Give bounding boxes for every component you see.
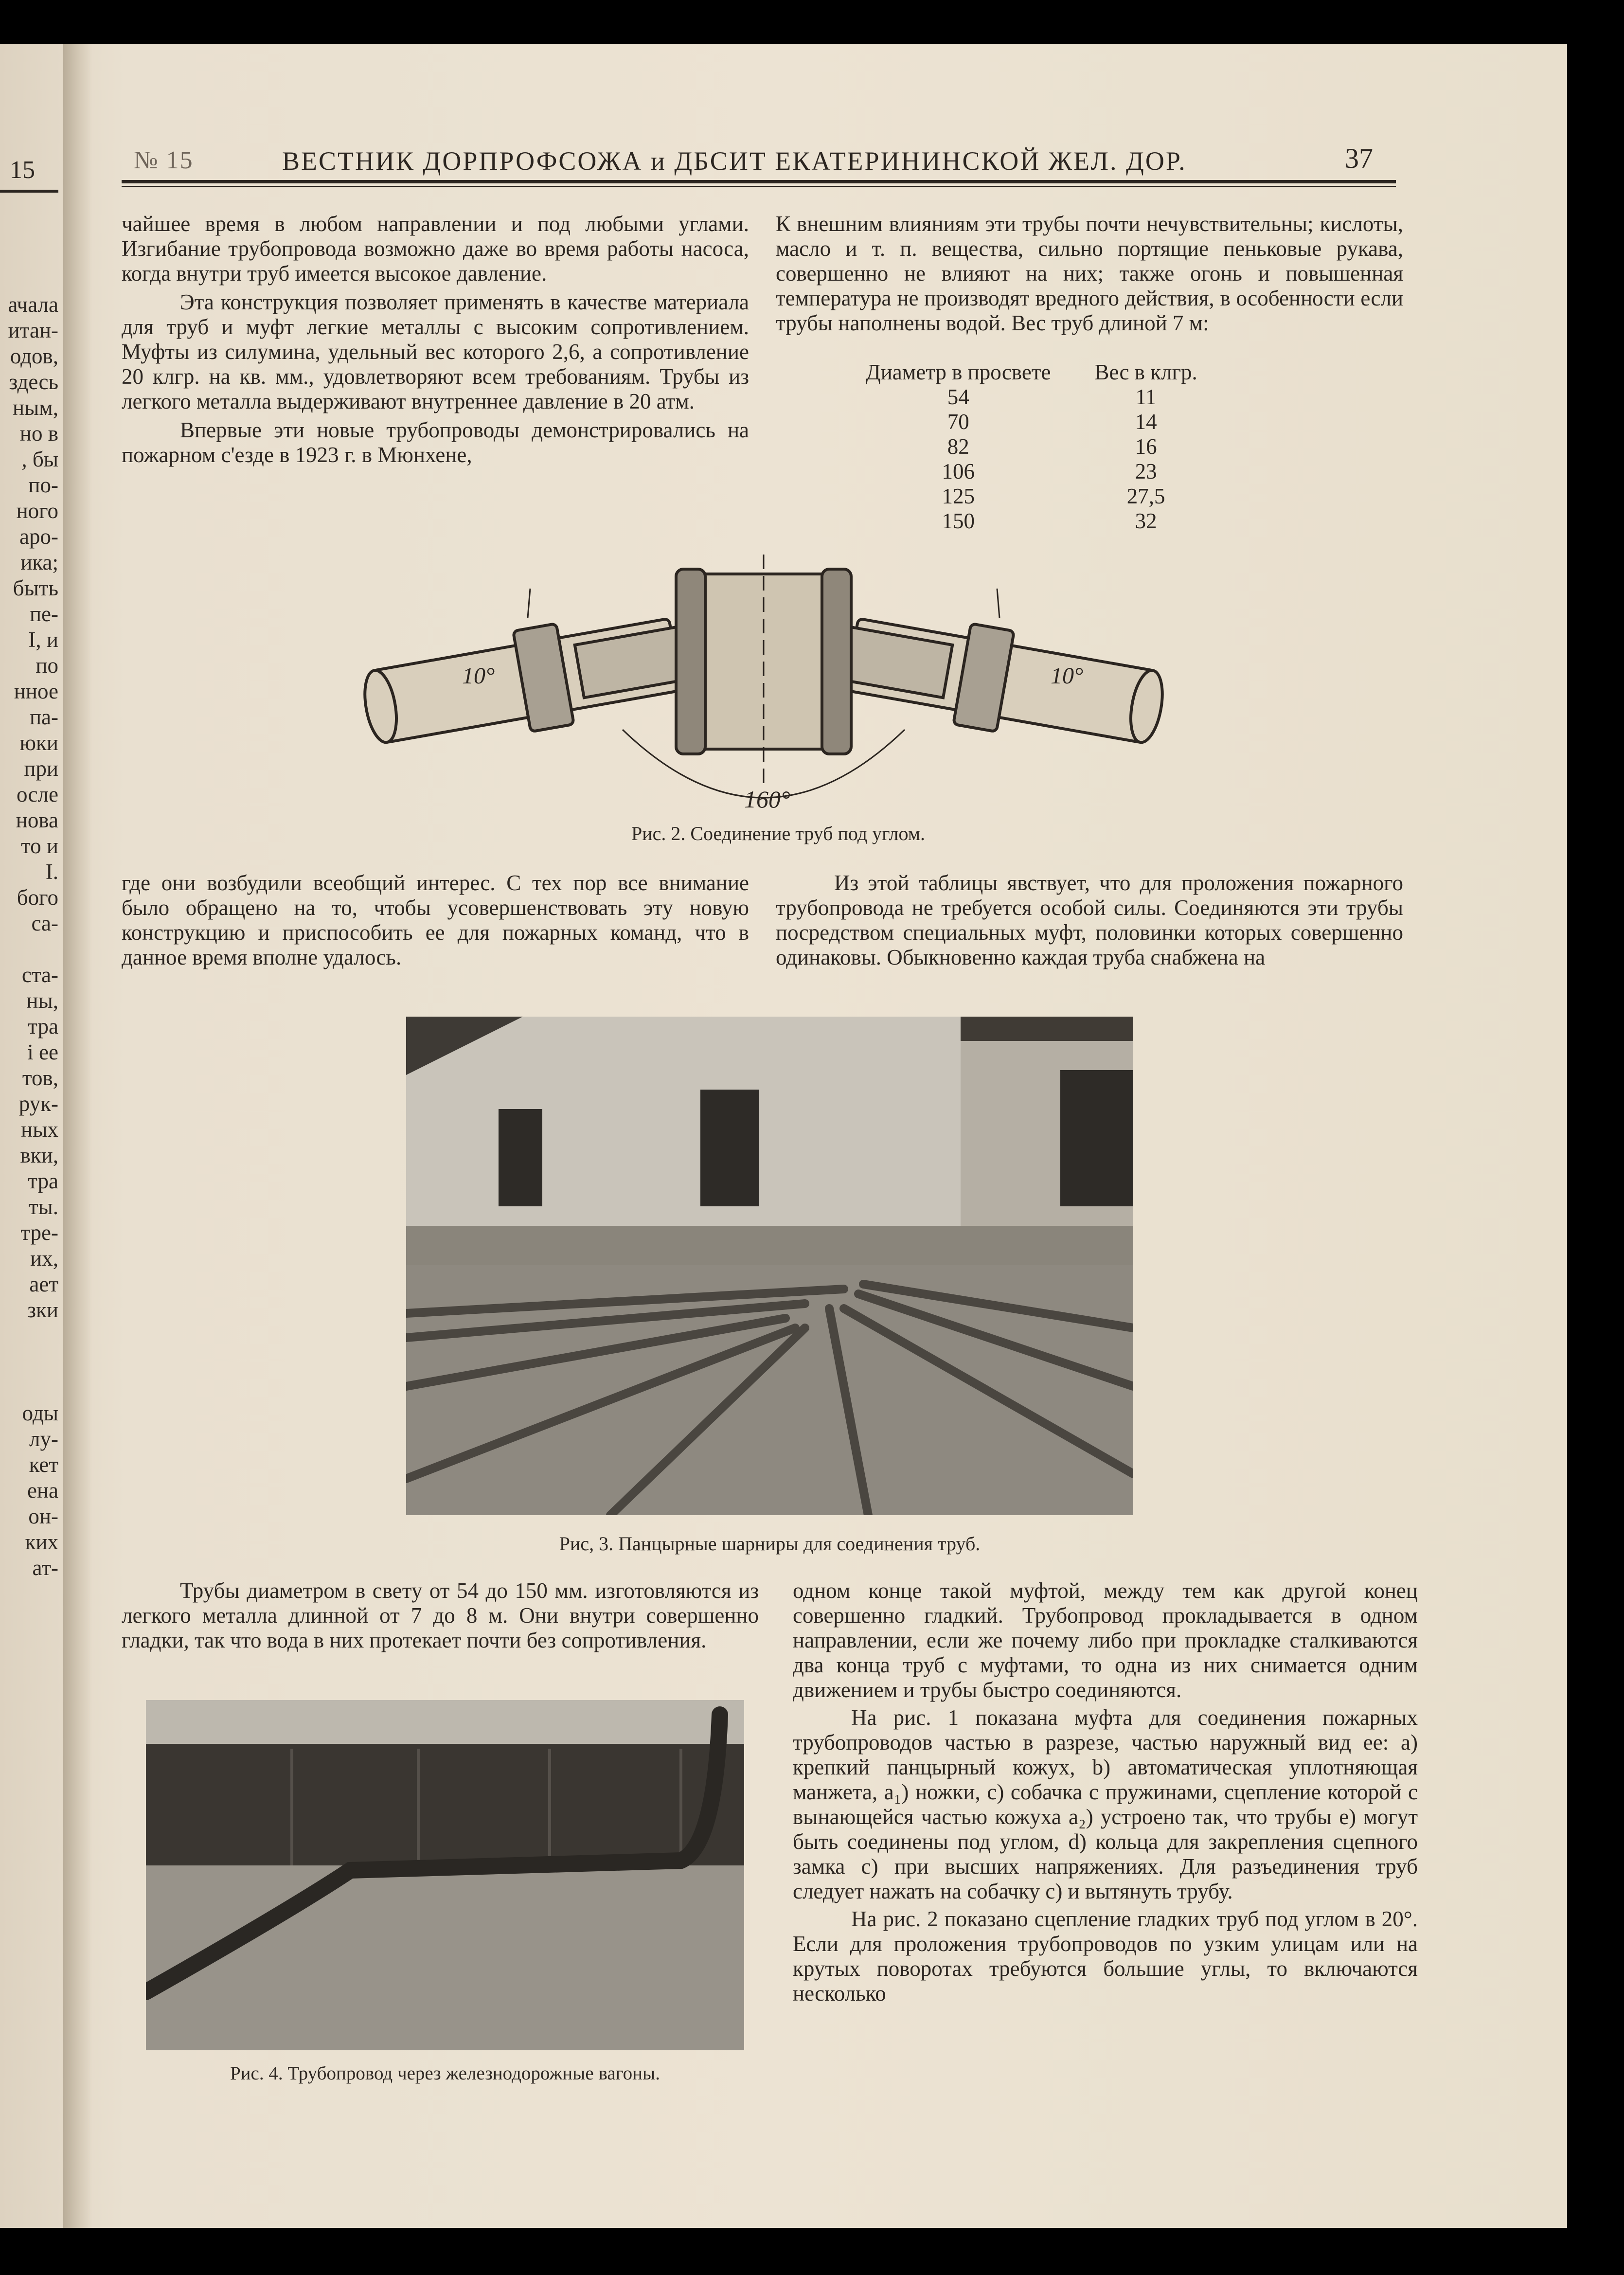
left-page-fragment: тра	[28, 1169, 58, 1193]
table-header-row	[856, 360, 1207, 385]
left-page-fragment: нова	[16, 808, 58, 832]
left-page-fragment: , бы	[21, 447, 58, 471]
table-row	[856, 484, 1207, 509]
left-page-fragment: ачала	[8, 292, 58, 317]
left-page-fragment	[0, 1349, 58, 1375]
left-page-fragment: их,	[30, 1246, 58, 1271]
left-page-fragment: ты.	[28, 1195, 58, 1219]
table-row	[856, 459, 1207, 484]
left-page-fragment: одов,	[10, 344, 58, 368]
pipe-weight-table	[856, 360, 1207, 534]
paragraph: На рис. 2 показано сцепление гладких труб под углом в 20°. Если для проложения трубопроводов по узким улицам или на крутых поворотах требуются большие углы, то включаются несколько	[793, 1907, 1418, 2006]
table-header: Вес в клгр.	[1094, 360, 1197, 384]
wall-base	[406, 1226, 1133, 1265]
left-page-fragment: пе-	[29, 602, 58, 626]
left-page-fragment: нное	[14, 679, 58, 703]
left-page-fragment: то и	[21, 834, 58, 858]
left-page-fragment: I.	[45, 860, 58, 884]
fig4-scene	[146, 1700, 744, 2050]
paragraph: Трубы диаметром в свету от 54 до 150 мм. изготовляются из легкого металла длинной от 7 до 8 м. Они внутри совершенно гладки, так что вода в них протекает почти без сопротивления.	[122, 1578, 759, 1652]
table-cell: 125	[942, 484, 975, 508]
table-cell: 27,5	[1126, 484, 1165, 508]
left-page-fragment: ких	[25, 1530, 58, 1554]
left-page-fragment: юки	[19, 731, 58, 755]
left-page-fragment: тра	[28, 1014, 58, 1039]
table-row	[856, 385, 1207, 410]
left-page-fragment: по	[36, 653, 58, 678]
left-page-fragment: он-	[28, 1504, 58, 1528]
right-angle-mark	[997, 589, 999, 618]
window	[499, 1109, 542, 1206]
left-page-fragment: ена	[27, 1478, 58, 1503]
housing-flange-left	[676, 569, 705, 754]
left-page-fragment: ны,	[26, 988, 58, 1013]
ground	[146, 1865, 744, 2050]
label-right-angle: 10°	[1051, 663, 1084, 689]
table-cell: 82	[947, 434, 969, 459]
left-page-fragment: ста-	[21, 963, 58, 987]
left-page-fragment: быть	[13, 576, 58, 600]
left-page-number: 15	[10, 156, 35, 184]
left-page-fragment: I, и	[28, 627, 58, 652]
table-cell: 32	[1135, 509, 1157, 533]
left-page-text-fragments	[0, 292, 58, 1581]
left-page-fragment: тре-	[20, 1220, 58, 1245]
left-angle-mark	[528, 589, 530, 618]
left-page-fragment	[0, 936, 58, 962]
left-page-fragment: при	[24, 756, 58, 781]
left-page-fragment: вки,	[20, 1143, 58, 1167]
table-cell: 70	[947, 410, 969, 434]
left-page-fragment: оды	[22, 1401, 58, 1425]
paragraph: где они возбудили всеобщий интерес. С тех пор все внимание было обращено на то, чтобы усовершенствовать эту новую конструкцию и приспособить ее для пожарных команд, что в данное время вполне удалось.	[122, 871, 749, 969]
label-center-angle: 160°	[744, 786, 790, 813]
left-page-fragment: па-	[29, 705, 58, 729]
left-page-fragment: са-	[31, 911, 58, 935]
left-page-fragment: но в	[19, 421, 58, 446]
paragraph: К внешним влияниям эти трубы почти нечувствительны; кислоты, масло и т. п. вещества, сильно портящие пеньковые рукава, совершенно не влияют на них; также огонь и повышенная температура не производят вредного действия, в особенности если трубы наполнены водой. Вес труб длиной 7 м:	[776, 212, 1403, 335]
column-2-top	[776, 212, 1403, 336]
fig2-pipe-joint-drawing	[360, 555, 1167, 827]
left-page-fragment: ным,	[12, 395, 58, 420]
page-spine-shadow	[63, 44, 92, 2228]
fig3-caption: Рис, 3. Панцырные шарниры для соединения труб.	[559, 1533, 981, 1555]
window	[1060, 1070, 1133, 1206]
left-page-fragment: зки	[27, 1298, 58, 1322]
paragraph: чайшее время в любом направлении и под любыми углами. Изгибание трубопровода возможно даже во время работы насоса, когда внутри труб имеется высокое давление.	[122, 212, 749, 286]
table-row	[856, 434, 1207, 459]
table-row	[856, 509, 1207, 534]
table-cell: 23	[1135, 459, 1157, 484]
table-cell: 106	[942, 459, 975, 484]
left-page-fragment: бого	[17, 885, 58, 910]
header-rule-thin	[122, 186, 1396, 187]
left-page-fragment: аро-	[19, 524, 58, 549]
table-cell: 54	[947, 385, 969, 409]
left-page-fragment: ика;	[20, 550, 58, 574]
annex-roof	[961, 1017, 1133, 1041]
left-page-fragment	[0, 1323, 58, 1349]
left-page-fragment: ает	[29, 1272, 58, 1296]
left-page-fragment: лу-	[29, 1427, 58, 1451]
left-page-fragment: ных	[21, 1117, 58, 1142]
left-page-fragment	[0, 1375, 58, 1400]
left-header-rule	[0, 190, 58, 193]
left-page-fragment: по-	[28, 473, 58, 497]
left-page-fragment: ат-	[32, 1556, 58, 1580]
left-page-fragment: здесь	[9, 370, 58, 394]
paragraph: Впервые эти новые трубопроводы демонстрировались на пожарном с'езде в 1923 г. в Мюнхене,	[122, 418, 749, 467]
issue-number: № 15	[134, 146, 194, 174]
left-page-fragment: кет	[29, 1452, 58, 1477]
left-page-fragment: осле	[16, 782, 58, 806]
table-cell: 16	[1135, 434, 1157, 459]
left-page-fragment: ного	[16, 499, 58, 523]
left-page-fragment: итан-	[8, 318, 58, 342]
left-page-fragment: рук-	[18, 1092, 58, 1116]
left-page-fragment: і ее	[27, 1040, 58, 1064]
column-1-bottom	[122, 1578, 759, 1653]
housing-flange-right	[822, 569, 851, 754]
table-cell: 150	[942, 509, 975, 533]
fig3-scene	[406, 1017, 1133, 1515]
left-page-fragment: тов,	[22, 1066, 58, 1090]
paragraph: одном конце такой муфтой, между тем как другой конец совершенно гладкий. Трубопровод прокладывается в одном направлении, если же почему либо при прокладке сталкиваются два конца труб с муфтами, то одна из них снимается одним движением и трубы быстро соединяются.	[793, 1578, 1418, 1702]
fig4-photo	[146, 1700, 744, 2050]
fig4-caption: Рис. 4. Трубопровод через железнодорожные вагоны.	[230, 2063, 660, 2084]
paragraph: Эта конструкция позволяет применять в качестве материала для труб и муфт легкие металлы с высоким сопротивлением. Муфты из силумина, удельный вес которого 2,6, а сопротивление 20 клгр. на кв. мм., удовлетворяют всем требованиям. Трубы из легкого металла выдерживают внутреннее давление в 20 атм.	[122, 290, 749, 413]
window	[700, 1090, 759, 1206]
table-cell: 11	[1135, 385, 1157, 409]
railway-wagons	[146, 1744, 744, 1870]
header-rule	[122, 180, 1396, 183]
column-2-middle	[776, 871, 1403, 970]
table-cell: 14	[1135, 410, 1157, 434]
paragraph: Из этой таблицы явствует, что для проложения пожарного трубопровода не требуется особой силы. Соединяются эти трубы посредством специальных муфт, половинки которых совершенно одинаковы. Обыкновенно каждая труба снабжена на	[776, 871, 1403, 969]
column-1-middle	[122, 871, 749, 970]
table-header: Диаметр в просвете	[866, 360, 1051, 384]
paragraph: На рис. 1 показана муфта для соединения пожарных трубопроводов частью в разрезе, частью наружный вид ее: а) крепкий панцырный кожух, b) автоматическая уплотняющая манжета, а₁) ножки, с) собачка с пружинами, сцепление которой с вынающейся частью кожуха а₂) устроено так, что трубы е) могут быть соединены под углом, d) кольца для закрепления сцепного замка с) при высших напряжениях. Для разъединения труб следует нажать на собачку с) и вытянуть трубу.	[793, 1705, 1418, 1903]
label-left-angle: 10°	[462, 663, 495, 689]
fig3-photo	[406, 1017, 1133, 1515]
table-row	[856, 410, 1207, 434]
column-2-bottom	[793, 1578, 1418, 2006]
journal-title: ВЕСТНИК ДОРПРОФСОЖА и ДБСИТ ЕКАТЕРИНИНСКОЙ ЖЕЛ. ДОР.	[282, 146, 1187, 176]
fig2-caption: Рис. 2. Соединение труб под углом.	[631, 823, 926, 844]
page-number: 37	[1345, 143, 1373, 174]
column-1-top	[122, 212, 749, 467]
